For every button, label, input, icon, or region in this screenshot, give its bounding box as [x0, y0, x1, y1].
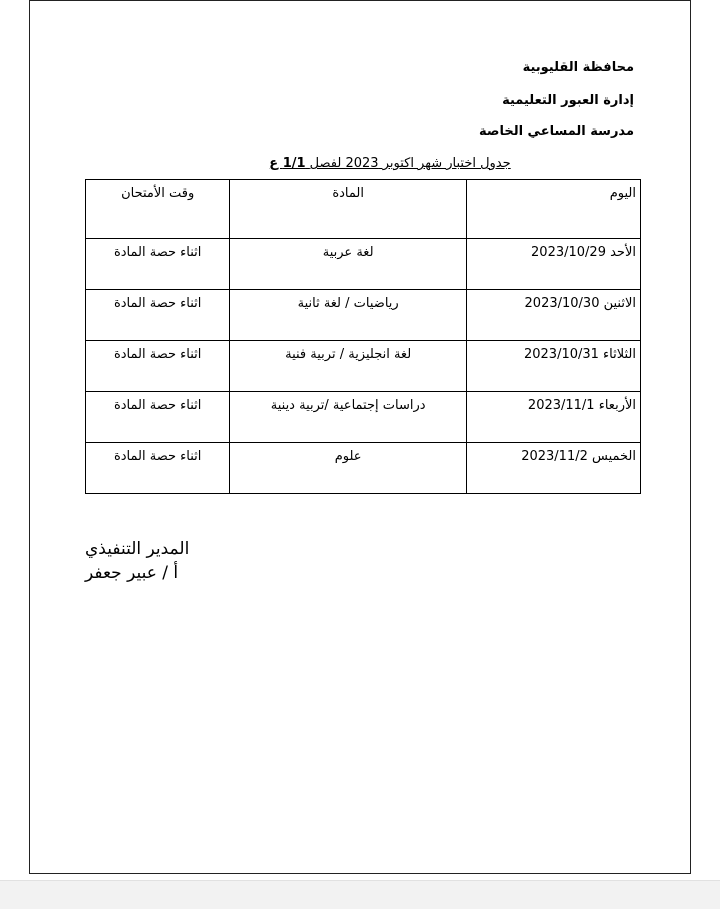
table-row [86, 239, 641, 290]
table-row [86, 341, 641, 392]
table-header-row [86, 180, 641, 239]
table-row [86, 290, 641, 341]
table-title-class: 1/1 ع [269, 156, 306, 171]
cell-subject: علوم [230, 443, 467, 494]
governorate-heading: محافظة القليوبية [522, 60, 634, 75]
table-row [86, 392, 641, 443]
cell-day: الثلاثاء 2023/10/31 [466, 341, 640, 392]
cell-subject: لغة عربية [230, 239, 467, 290]
header-day: اليوم [466, 180, 640, 239]
header-time: وقت الأمتحان [86, 180, 230, 239]
school-heading: مدرسة المساعي الخاصة [479, 124, 634, 139]
administration-heading: إدارة العبور التعليمية [502, 93, 634, 108]
signature-title: المدير التنفيذي [85, 539, 190, 559]
cell-day: الاثنين 2023/10/30 [466, 290, 640, 341]
cell-subject: دراسات إجتماعية /تربية دينية [230, 392, 467, 443]
table-title [30, 156, 690, 171]
cell-time: اثناء حصة المادة [86, 341, 230, 392]
document-page [29, 0, 691, 874]
cell-subject: لغة انجليزية / تربية فنية [230, 341, 467, 392]
signature-name: أ / عبير جعفر [85, 563, 179, 583]
cell-time: اثناء حصة المادة [86, 443, 230, 494]
viewer-bottom-bar [0, 880, 720, 909]
cell-day: الأربعاء 2023/11/1 [466, 392, 640, 443]
cell-time: اثناء حصة المادة [86, 290, 230, 341]
exam-schedule-table [85, 179, 641, 494]
header-subject: المادة [230, 180, 467, 239]
table-row [86, 443, 641, 494]
cell-day: الخميس 2023/11/2 [466, 443, 640, 494]
cell-day: الأحد 2023/10/29 [466, 239, 640, 290]
cell-subject: رياضيات / لغة ثانية [230, 290, 467, 341]
table-title-text: جدول اختبار شهر اكتوبر 2023 لفصل [309, 156, 511, 171]
cell-time: اثناء حصة المادة [86, 239, 230, 290]
cell-time: اثناء حصة المادة [86, 392, 230, 443]
